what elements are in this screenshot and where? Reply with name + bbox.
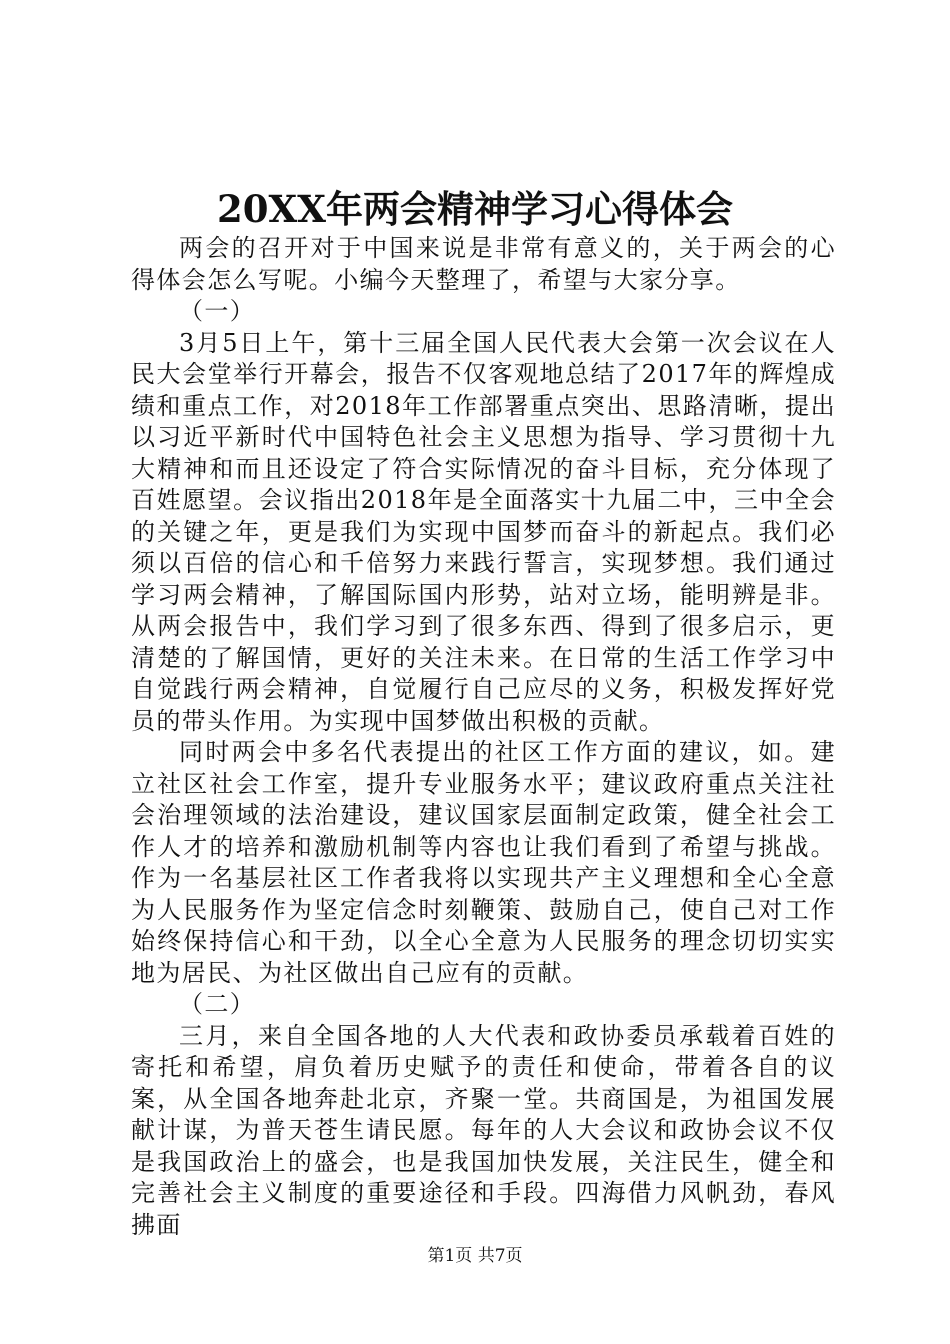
document-title: 20XX年两会精神学习心得体会 (217, 187, 733, 231)
intro-paragraph: 两会的召开对于中国来说是非常有意义的，关于两会的心得体会怎么写呢。小编今天整理了，希望与大家分享。 (131, 234, 836, 294)
section-heading-one: （一） (179, 297, 256, 325)
body-paragraph: 同时两会中多名代表提出的社区工作方面的建议，如。建立社区社会工作室，提升专业服务水平；建议政府重点关注社会治理领域的法治建设，建议国家层面制定政策，健全社会工作人才的培养和激励机制等内容也让我们看到了希望与挑战。作为一名基层社区工作者我将以实现共产主义理想和全心全意为人民服务作为坚定信念时刻鞭策、鼓励自己，使自己对工作始终保持信心和干劲，以全心全意为人民服务的理念切切实实地为居民、为社区做出自己应有的贡献。 (131, 738, 836, 987)
document-body (131, 233, 836, 1241)
page-number-footer: 第1页 共7页 (427, 1246, 523, 1266)
body-paragraph: 三月，来自全国各地的人大代表和政协委员承载着百姓的寄托和希望，肩负着历史赋予的责任和使命，带着各自的议案，从全国各地奔赴北京，齐聚一堂。共商国是，为祖国发展献计谋，为普天苍生请民愿。每年的人大会议和政协会议不仅是我国政治上的盛会，也是我国加快发展，关注民生，健全和完善社会主义制度的重要途径和手段。四海借力风帆劲，春风拂面 (131, 1021, 836, 1239)
body-paragraph: 3月5日上午，第十三届全国人民代表大会第一次会议在人民大会堂举行开幕会，报告不仅客观地总结了2017年的辉煌成绩和重点工作，对2018年工作部署重点突出、思路清晰，提出以习近平新时代中国特色社会主义思想为指导、学习贯彻十九大精神和而且还设定了符合实际情况的奋斗目标，充分体现了百姓愿望。会议指出2018年是全面落实十九届二中，三中全会的关键之年，更是我们为实现中国梦而奋斗的新起点。我们必须以百倍的信心和千倍努力来践行誓言，实现梦想。我们通过学习两会精神，了解国际国内形势，站对立场，能明辨是非。从两会报告中，我们学习到了很多东西、得到了很多启示，更清楚的了解国情，更好的关注未来。在日常的生活工作学习中自觉践行两会精神，自觉履行自己应尽的义务，积极发挥好党员的带头作用。为实现中国梦做出积极的贡献。 (131, 328, 836, 735)
section-heading-two: （二） (179, 990, 256, 1018)
